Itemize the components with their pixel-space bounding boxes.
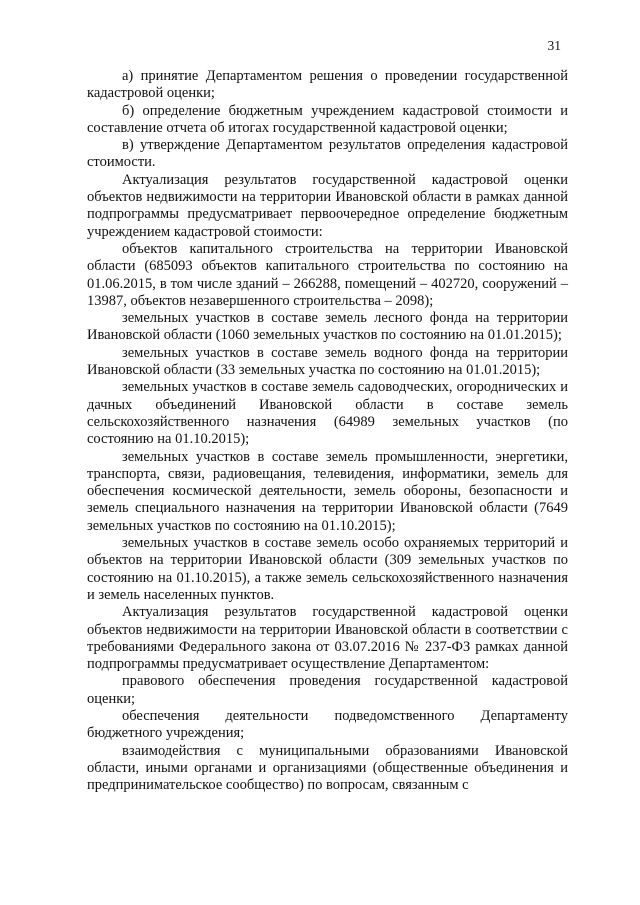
- paragraph-legal-support: правового обеспечения проведения государственной кадастровой оценки;: [87, 673, 568, 707]
- paragraph-institution-support: обеспечения деятельности подведомственного Департаменту бюджетного учреждения;: [87, 707, 568, 742]
- paragraph-b: б) определение бюджетным учреждением кадастровой стоимости и составление отчета об итогах государственной кадастровой оценки;: [87, 102, 568, 136]
- page-number: 31: [547, 38, 561, 53]
- paragraph-protected-lands: земельных участков в составе земель особо охраняемых территорий и объектов на территории Ивановской области (309 земельных участков по состоянию на 01.10.2015), а также земель сельскохозяйственного назначения и земель населенных пунктов.: [87, 535, 568, 603]
- document-body: [87, 68, 568, 794]
- paragraph-federal-law: Актуализация результатов государственной кадастровой оценки объектов недвижимости на территории Ивановской области в соответствии с требованиями Федерального закона от 03.07.2016 № 237-ФЗ рамках данной подпрограммы предусматривает осуществление Департаментом:: [87, 604, 568, 673]
- paragraph-forest-fund: земельных участков в составе земель лесного фонда на территории Ивановской области (1060 земельных участков по состоянию на 01.01.2015);: [87, 310, 568, 344]
- paragraph-water-fund: земельных участков в составе земель водного фонда на территории Ивановской области (33 земельных участка по состоянию на 01.01.2015);: [87, 344, 568, 379]
- paragraph-industry-lands: земельных участков в составе земель промышленности, энергетики, транспорта, связи, радиовещания, телевидения, информатики, земель для обеспечения космической деятельности, земель обороны, безопасности и земель специального назначения на территории Ивановской области (7649 земельных участков по состоянию на 01.10.2015);: [87, 448, 568, 534]
- paragraph-capital-construction: объектов капитального строительства на территории Ивановской области (685093 объектов капитального строительства по состоянию на 01.06.2015, в том числе зданий – 266288, помещений – 402720, сооружений – 13987, объектов незавершенного строительства – 2098);: [87, 240, 568, 309]
- paragraph-actualization-intro: Актуализация результатов государственной кадастровой оценки объектов недвижимости на территории Ивановской области в рамках данной подпрограммы предусматривает первоочередное определение бюджетным учреждением кадастровой стоимости:: [87, 171, 568, 240]
- paragraph-garden-associations: земельных участков в составе земель садоводческих, огороднических и дачных объединений Ивановской области в составе земель сельскохозяйственного назначения (64989 земельных участков (по состоянию на 01.10.2015);: [87, 379, 568, 448]
- paragraph-interaction: взаимодействия с муниципальными образованиями Ивановской области, иными органами и организациями (общественные объединения и предпринимательское сообщество) по вопросам, связанным с: [87, 742, 568, 794]
- paragraph-v: в) утверждение Департаментом результатов определения кадастровой стоимости.: [87, 137, 568, 171]
- paragraph-a: а) принятие Департаментом решения о проведении государственной кадастровой оценки;: [87, 68, 568, 102]
